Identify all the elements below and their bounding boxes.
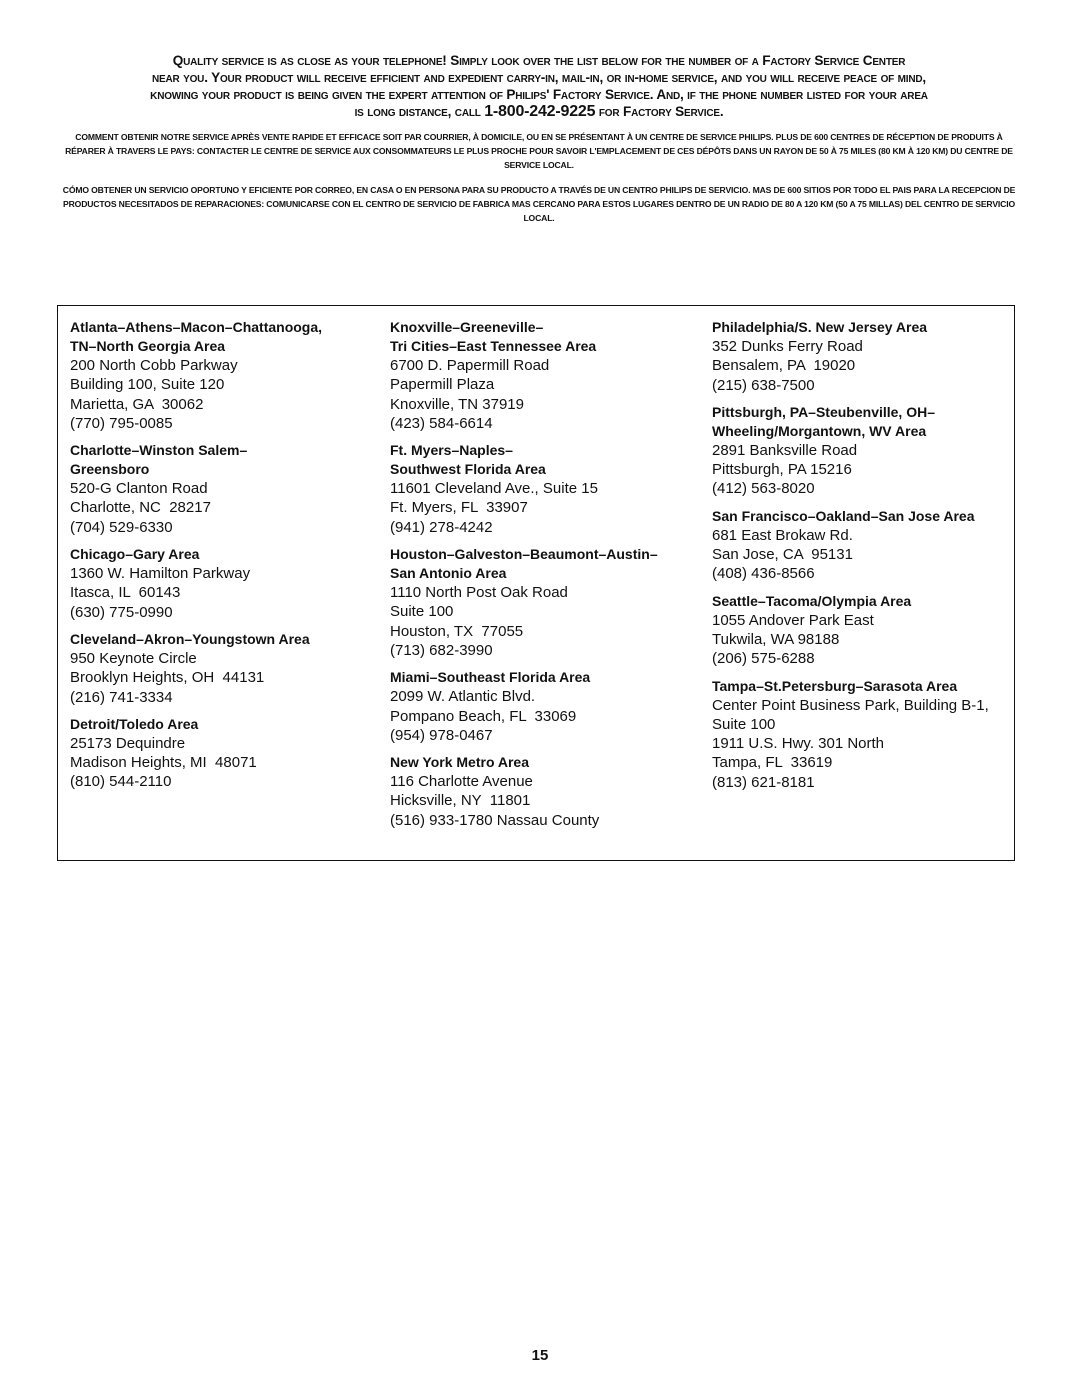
service-area-name: New York Metro Area xyxy=(390,754,530,771)
service-center-entry xyxy=(70,630,360,707)
intro-english-line3: knowing your product is being given the expert attention of Philips' Factory Service. And, if the phone number listed for your area xyxy=(150,87,928,102)
intro-french: COMMENT OBTENIR NOTRE SERVICE APRÈS VENTE RAPIDE ET EFFICACE SOIT PAR COURRIER, À DOMICILE, OU EN SE PRÉSENTANT À UN CENTRE DE SERVICE PHILIPS. PLUS DE 600 CENTRES DE RÉCEPTION DE PRODUITS À RÉPARER À TRAVERS LE PAYS: CONTACTER LE CENTRE DE SERVICE AUX CONSOMMATEURS LE PLUS PROCHE POUR SAVOIR L'EMPLACEMENT DE CES DÉPÔTS DANS UN RAYON DE 50 À 75 MILES (80 KM À 120 KM) DU CENTRE DE SERVICE LOCAL. xyxy=(65,132,1013,170)
service-center-entry xyxy=(712,592,1012,669)
service-area-name: Philadelphia/S. New Jersey Area xyxy=(712,319,928,335)
service-center-address: 200 North Cobb Parkway Building 100, Suite 120 Marietta, GA 30062 (770) 795-0085 xyxy=(70,357,238,432)
service-center-listing xyxy=(57,305,1015,861)
service-center-entry xyxy=(390,545,690,660)
service-center-entry xyxy=(390,318,690,433)
service-center-address: 11601 Cleveland Ave., Suite 15 Ft. Myers, FL 33907 (941) 278-4242 xyxy=(390,480,598,536)
service-area-name: Miami–Southeast Florida Area xyxy=(390,669,591,686)
service-center-address: 950 Keynote Circle Brooklyn Heights, OH 44131 (216) 741-3334 xyxy=(70,649,265,706)
service-area-name: Houston–Galveston–Beaumont–Austin– San Antonio Area xyxy=(390,546,658,582)
service-center-address: 1055 Andover Park East Tukwila, WA 98188 (206) 575-6288 xyxy=(712,611,874,668)
intro-english-line2: near you. Your product will receive efficient and expedient carry-in, mail-in, or in-home service, and you will receive peace of mind, xyxy=(152,70,926,85)
service-center-entry xyxy=(712,403,1012,499)
service-center-entry xyxy=(712,318,1012,395)
intro-english xyxy=(58,52,1020,120)
service-area-name: San Francisco–Oakland–San Jose Area xyxy=(712,507,975,524)
service-area-name: Detroit/Toledo Area xyxy=(70,715,199,732)
intro-section xyxy=(58,52,1020,225)
service-center-address: 352 Dunks Ferry Road Bensalem, PA 19020 (215) 638-7500 xyxy=(712,338,863,394)
service-center-address: 1110 North Post Oak Road Suite 100 Houston, TX 77055 (713) 682-3990 xyxy=(390,584,568,659)
service-area-name: Atlanta–Athens–Macon–Chattanooga, TN–North Georgia Area xyxy=(70,319,323,354)
intro-english-line4-pre: is long distance, call xyxy=(354,104,485,119)
service-center-address: 6700 D. Papermill Road Papermill Plaza Knoxville, TN 37919 (423) 584-6614 xyxy=(390,357,550,432)
service-center-address: 681 East Brokaw Rd. San Jose, CA 95131 (408) 436-8566 xyxy=(712,526,853,583)
service-center-address: 2891 Banksville Road Pittsburgh, PA 15216 (412) 563-8020 xyxy=(712,441,858,498)
service-area-name: Tampa–St.Petersburg–Sarasota Area xyxy=(712,677,958,694)
service-center-entry xyxy=(70,318,360,433)
service-area-name: Ft. Myers–Naples– Southwest Florida Area xyxy=(390,442,546,478)
intro-spanish: CÓMO OBTENER UN SERVICIO OPORTUNO Y EFICIENTE POR CORREO, EN CASA O EN PERSONA PARA SU PRODUCTO A TRAVÉS DE UN CENTRO PHILIPS DE SERVICIO. MAS DE 600 SITIOS POR TODO EL PAIS PARA LA RECEPCION DE PRODUCTOS NECESITADOS DE REPARACIONES: COMUNICARSE CON EL CENTRO DE SERVICIO DE FABRICA MAS CERCANO PARA ESTOS LUGARES DENTRO DE UN RADIO DE 80 A 120 KM (50 A 75 MILLAS) DEL CENTRO DE SERVICIO LOCAL. xyxy=(62,185,1016,223)
service-area-name: Seattle–Tacoma/Olympia Area xyxy=(712,592,912,609)
intro-english-line1: Quality service is as close as your telephone! Simply look over the list below for the number of a Factory Service Center xyxy=(172,53,906,68)
service-area-name: Charlotte–Winston Salem– Greensboro xyxy=(70,442,248,478)
service-area-name: Cleveland–Akron–Youngstown Area xyxy=(70,630,310,647)
page-number: 15 xyxy=(531,1347,549,1364)
service-center-address: 2099 W. Atlantic Blvd. Pompano Beach, FL 33069 (954) 978-0467 xyxy=(390,688,577,744)
service-center-address: 520-G Clanton Road Charlotte, NC 28217 (704) 529-6330 xyxy=(70,480,211,536)
listing-column-1 xyxy=(70,318,360,800)
service-area-name: Chicago–Gary Area xyxy=(70,546,200,563)
service-area-name: Pittsburgh, PA–Steubenville, OH– Wheeling/Morgantown, WV Area xyxy=(712,403,936,439)
service-center-entry xyxy=(390,668,690,745)
service-center-entry xyxy=(390,441,690,537)
listing-column-2 xyxy=(390,318,690,838)
listing-column-3 xyxy=(712,318,1012,800)
service-center-entry xyxy=(390,753,690,830)
service-center-entry xyxy=(70,441,360,537)
service-center-entry xyxy=(712,677,1012,792)
service-center-entry xyxy=(712,507,1012,584)
service-center-entry xyxy=(70,545,360,622)
service-center-address: 116 Charlotte Avenue Hicksville, NY 11801 (516) 933-1780 Nassau County xyxy=(390,773,600,829)
service-center-address: Center Point Business Park, Building B-1, Suite 100 1911 U.S. Hwy. 301 North Tampa, FL 33619 (813) 621-8181 xyxy=(712,696,989,791)
service-phone-number: 1-800-242-9225 xyxy=(484,103,596,120)
service-area-name: Knoxville–Greeneville– Tri Cities–East Tennessee Area xyxy=(390,319,597,354)
service-center-address: 25173 Dequindre Madison Heights, MI 48071 (810) 544-2110 xyxy=(70,734,257,791)
service-center-address: 1360 W. Hamilton Parkway Itasca, IL 60143 (630) 775-0990 xyxy=(70,565,251,621)
intro-english-line4-post: for Factory Service. xyxy=(595,104,724,119)
service-center-entry xyxy=(70,715,360,792)
